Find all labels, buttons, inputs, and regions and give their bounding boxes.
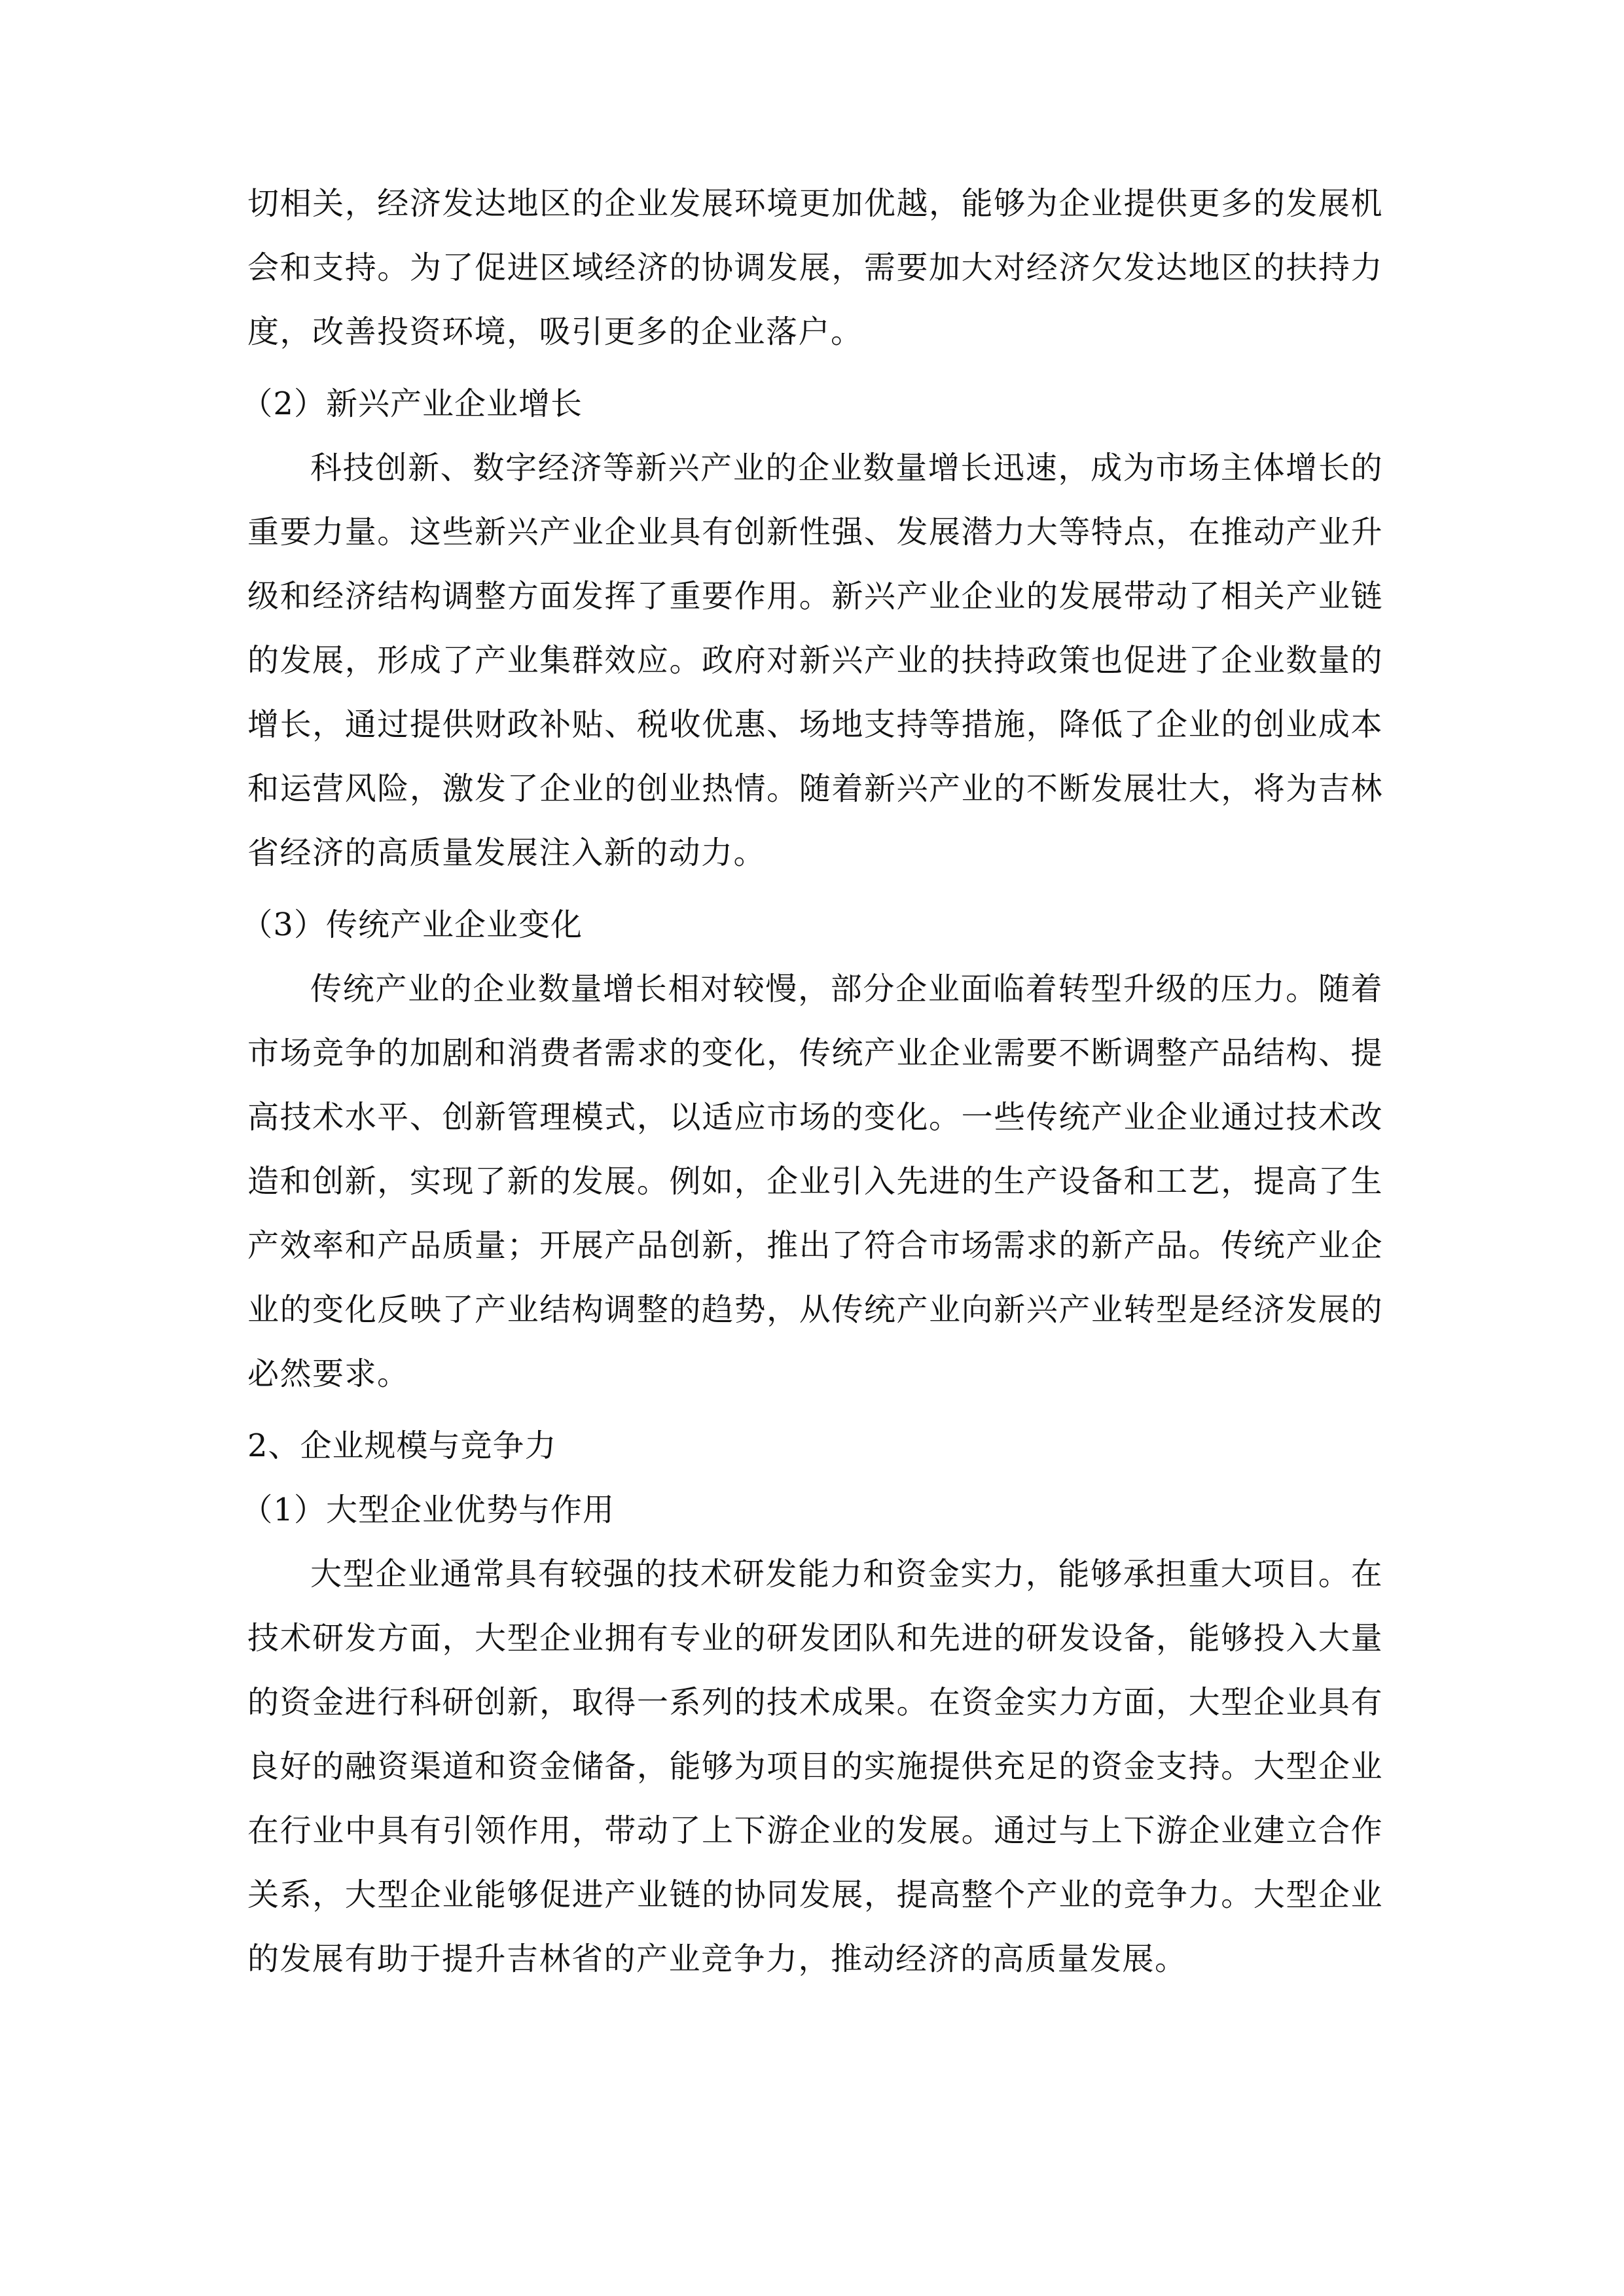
paragraph-traditional-industries: 传统产业的企业数量增长相对较慢，部分企业面临着转型升级的压力。随着市场竞争的加剧和消费者需求的变化，传统产业企业需要不断调整产品结构、提高技术水平、创新管理模式，以适应市场的变化。一些传统产业企业通过技术改造和创新，实现了新的发展。例如，企业引入先进的生产设备和工艺，提高了生产效率和产品质量；开展产品创新，推出了符合市场需求的新产品。传统产业企业的变化反映了产业结构调整的趋势，从传统产业向新兴产业转型是经济发展的必然要求。 bbox=[247, 971, 1383, 1392]
chapter-heading-scale-competitiveness: 2、企业规模与竞争力 bbox=[247, 1427, 557, 1464]
paragraph-large-enterprises: 大型企业通常具有较强的技术研发能力和资金实力，能够承担重大项目。在技术研发方面，大型企业拥有专业的研发团队和先进的研发设备，能够投入大量的资金进行科研创新，取得一系列的技术成果。在资金实力方面，大型企业具有良好的融资渠道和资金储备，能够为项目的实施提供充足的资金支持。大型企业在行业中具有引领作用，带动了上下游企业的发展。通过与上下游企业建立合作关系，大型企业能够促进产业链的协同发展，提高整个产业的竞争力。大型企业的发展有助于提升吉林省的产业竞争力，推动经济的高质量发展。 bbox=[247, 1556, 1383, 1977]
continuation-paragraph: 切相关，经济发达地区的企业发展环境更加优越，能够为企业提供更多的发展机会和支持。为了促进区域经济的协调发展，需要加大对经济欠发达地区的扶持力度，改善投资环境，吸引更多的企业落户。 bbox=[247, 185, 1383, 350]
section-heading-traditional-industries: （3）传统产业企业变化 bbox=[241, 906, 583, 943]
document-body bbox=[241, 171, 1383, 1991]
paragraph-emerging-industries: 科技创新、数字经济等新兴产业的企业数量增长迅速，成为市场主体增长的重要力量。这些新兴产业企业具有创新性强、发展潜力大等特点，在推动产业升级和经济结构调整方面发挥了重要作用。新兴产业企业的发展带动了相关产业链的发展，形成了产业集群效应。政府对新兴产业的扶持政策也促进了企业数量的增长，通过提供财政补贴、税收优惠、场地支持等措施，降低了企业的创业成本和运营风险，激发了企业的创业热情。随着新兴产业的不断发展壮大，将为吉林省经济的高质量发展注入新的动力。 bbox=[247, 450, 1383, 871]
section-heading-large-enterprises: （1）大型企业优势与作用 bbox=[241, 1492, 615, 1528]
section-heading-emerging-industries: （2）新兴产业企业增长 bbox=[241, 386, 583, 422]
